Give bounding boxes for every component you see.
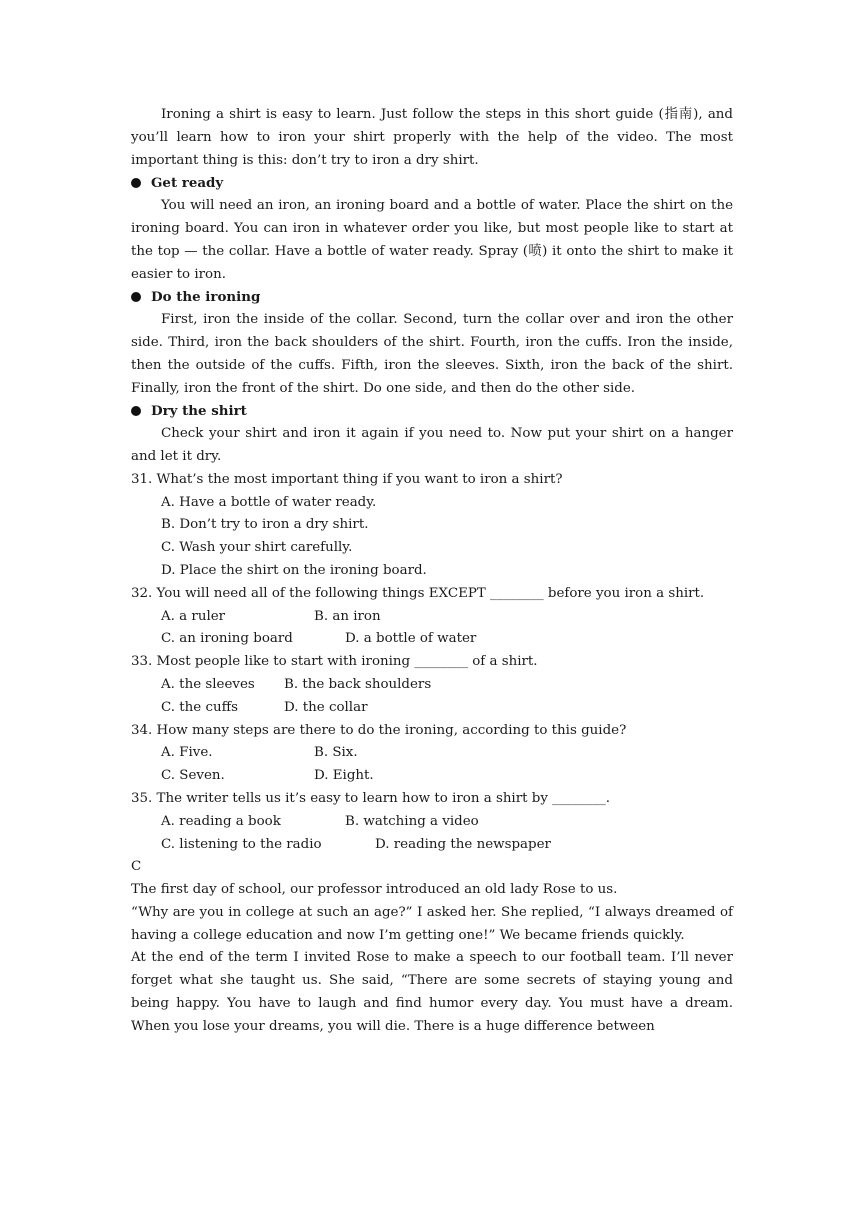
question-32-stem: 32. You will need all of the following things EXCEPT ________ before you iron a shirt. <box>131 585 705 601</box>
bullet-icon <box>131 178 141 188</box>
passage-c-label: C <box>131 859 142 875</box>
section-heading-dry-the-shirt: Dry the shirt <box>131 400 733 423</box>
option-31-b: B. Don’t try to iron a dry shirt. <box>161 517 369 533</box>
option-34-d: D. Eight. <box>314 768 374 784</box>
option-31-c: C. Wash your shirt carefully. <box>161 540 353 556</box>
question-34-options <box>131 742 733 788</box>
question-32-options <box>131 606 733 652</box>
question-31-stem: 31. What’s the most important thing if you want to iron a shirt? <box>131 471 563 487</box>
option-32-c: C. an ironing board <box>161 631 293 647</box>
option-35-b: B. watching a video <box>345 813 479 829</box>
option-35-c: C. listening to the radio <box>161 836 322 852</box>
question-33-options <box>131 674 733 720</box>
section-text-do-the-ironing: First, iron the inside of the collar. Second, turn the collar over and iron the other side. Third, iron the back shoulders of the shirt. Fourth, iron the cuffs. Iron the inside, then the outside of the cuffs. Fifth, iron the sleeves. Sixth, iron the back of the shirt. Finally, iron the front of the shirt. Do one side, and then do the other side. <box>131 312 733 396</box>
option-32-a: A. a ruler <box>161 608 226 624</box>
option-31-a: A. Have a bottle of water ready. <box>161 494 377 510</box>
intro-paragraph: Ironing a shirt is easy to learn. Just follow the steps in this short guide (指南), and you’ll learn how to iron your shirt properly with the help of the video. The most important thing is this: don’t try to iron a dry shirt. <box>131 107 733 168</box>
option-31-d: D. Place the shirt on the ironing board. <box>161 562 427 578</box>
passage-c-paragraph-3: At the end of the term I invited Rose to make a speech to our football team. I’ll never forget what she taught us. She said, “There are some secrets of staying young and being happy. You have to laugh and find humor every day. You must have a dream. When you lose your dreams, you will die. There is a huge difference between <box>131 950 733 1034</box>
question-33-stem: 33. Most people like to start with ironing ________ of a shirt. <box>131 654 538 670</box>
option-35-a: A. reading a book <box>161 813 281 829</box>
section-heading-do-the-ironing: Do the ironing <box>131 286 733 309</box>
question-34-stem: 34. How many steps are there to do the ironing, according to this guide? <box>131 722 627 738</box>
option-33-a: A. the sleeves <box>161 676 255 692</box>
question-35-stem: 35. The writer tells us it’s easy to learn how to iron a shirt by ________. <box>131 790 610 806</box>
option-33-c: C. the cuffs <box>161 699 238 715</box>
option-34-b: B. Six. <box>314 745 358 761</box>
section-text-get-ready: You will need an iron, an ironing board and a bottle of water. Place the shirt on the ironing board. You can iron in whatever order you like, but most people like to start at the top — the collar. Have a bottle of water ready. Spray (喷) it onto the shirt to make it easier to iron. <box>131 198 733 282</box>
option-35-d: D. reading the newspaper <box>375 836 551 852</box>
passage-c-paragraph-1: The first day of school, our professor introduced an old lady Rose to us. <box>131 882 618 898</box>
option-32-b: B. an iron <box>314 608 381 624</box>
question-35-options <box>131 811 733 857</box>
option-33-b: B. the back shoulders <box>284 676 432 692</box>
passage-c-paragraph-2: “Why are you in college at such an age?” I asked her. She replied, “I always dreamed of having a college education and now I’m getting one!” We became friends quickly. <box>131 904 733 943</box>
option-34-a: A. Five. <box>161 745 213 761</box>
option-32-d: D. a bottle of water <box>345 631 477 647</box>
option-33-d: D. the collar <box>284 699 368 715</box>
section-heading-get-ready: Get ready <box>131 172 733 195</box>
section-text-dry-the-shirt: Check your shirt and iron it again if you need to. Now put your shirt on a hanger and let it dry. <box>131 426 733 464</box>
option-34-c: C. Seven. <box>161 768 225 784</box>
question-31-options <box>131 492 733 583</box>
bullet-icon <box>131 292 141 302</box>
document-page <box>131 104 733 1039</box>
bullet-icon <box>131 406 141 416</box>
